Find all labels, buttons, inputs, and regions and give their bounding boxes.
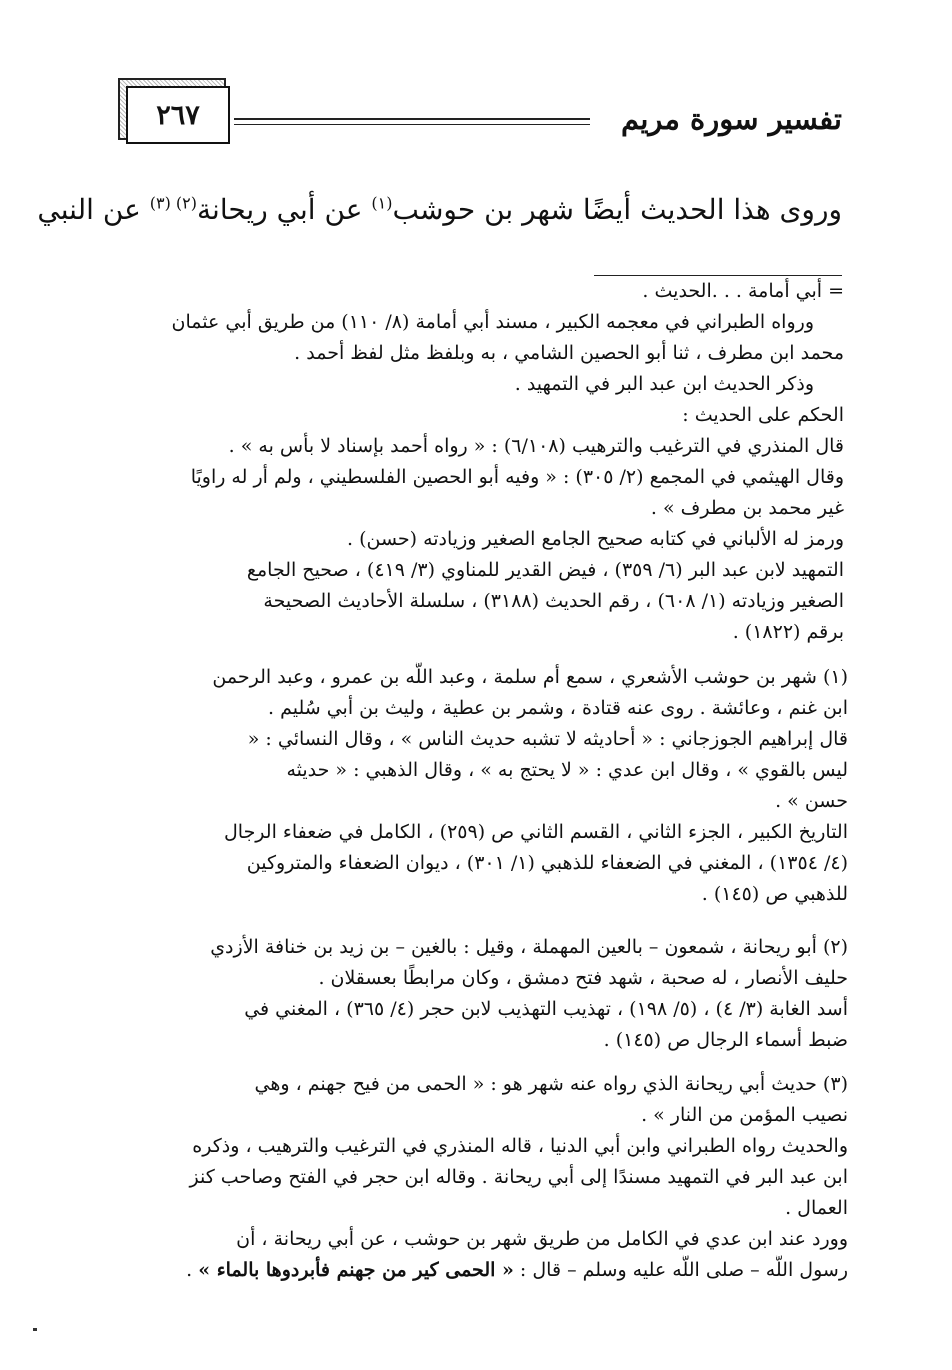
footnote-line: وقال الهيثمي في المجمع (٢/ ٣٠٥) : « وفيه أبو الحصين الفلسطيني ، ولم أر له راويًا bbox=[190, 466, 844, 488]
footnote-line: ورواه الطبراني في معجمه الكبير ، مسند أبي أمامة (٨/ ١١٠) من طريق أبي عثمان bbox=[171, 311, 814, 333]
footnote-continued bbox=[104, 276, 844, 648]
footnote-line: الصغير وزيادته (١/ ٦٠٨) ، رقم الحديث (٣١٨٨) ، سلسلة الأحاديث الصحيحة bbox=[263, 590, 844, 612]
running-title: تفسير سورة مريم bbox=[621, 102, 842, 136]
header-rule-thin bbox=[234, 124, 590, 125]
last-line-end: . bbox=[186, 1259, 199, 1281]
footnote-line: (٤/ ١٣٥٤) ، المغني في الضعفاء للذهبي (١/ ٣٠١) ، ديوان الضعفاء والمتروكين bbox=[246, 852, 848, 874]
main-text-part: عن أبي ريحانة bbox=[197, 193, 372, 226]
footnote-line: للذهبي ص (١٤٥) . bbox=[701, 883, 848, 905]
footnote-line: نصيب المؤمن من النار » . bbox=[641, 1104, 848, 1126]
page-number-box bbox=[118, 78, 230, 144]
footnote-line: حسن » . bbox=[775, 790, 848, 812]
footnote-line: = أبي أمامة . . .الحديث . bbox=[642, 280, 844, 302]
main-text-part: وروى هذا الحديث أيضًا شهر بن حوشب bbox=[392, 193, 842, 226]
footnote-line: ورمز له الألباني في كتابه صحيح الجامع الصغير وزيادته (حسن) . bbox=[346, 528, 844, 550]
footnote-line: قال المنذري في الترغيب والترهيب (٦/١٠٨) : « رواه أحمد بإسناد لا بأس به » . bbox=[228, 435, 844, 457]
last-line-start: رسول اللَّه – صلى اللَّه عليه وسلم – قال : bbox=[513, 1259, 848, 1281]
footnote-line: غير محمد بن مطرف » . bbox=[650, 497, 844, 519]
footnote-line: برقم (١٨٢٢) . bbox=[732, 621, 844, 643]
footnote-line-last bbox=[108, 1255, 848, 1286]
footnote-line: (١) شهر بن حوشب الأشعري ، سمع أم سلمة ، وعبد اللَّه بن عمرو ، وعبد الرحمن bbox=[212, 666, 848, 688]
footnote-line: ابن غنم ، وعائشة . روى عنه قتادة ، وشمر بن عطية ، وليث بن أبي سُليم . bbox=[268, 697, 848, 719]
footnote-line: (٢) أبو ريحانة ، شمعون – بالعين المهملة ، وقيل : بالغين – بن زيد بن خنافة الأزدي bbox=[210, 936, 848, 958]
hadith-quote: « الحمى كير من جهنم فأبردوها بالماء » bbox=[198, 1259, 514, 1281]
footnote-3 bbox=[108, 1069, 848, 1286]
page-mark bbox=[33, 1328, 37, 1331]
main-text bbox=[37, 193, 842, 226]
footnote-ref-2[interactable]: (٢) bbox=[175, 193, 198, 213]
footnote-ref-1[interactable]: (١) bbox=[371, 193, 393, 213]
footnote-line: الحكم على الحديث : bbox=[682, 404, 844, 426]
footnote-line: حليف الأنصار ، له صحبة ، شهد فتح دمشق ، وكان مرابطًا بعسقلان . bbox=[318, 967, 848, 989]
footnote-1 bbox=[108, 662, 848, 910]
footnote-line: التاريخ الكبير ، الجزء الثاني ، القسم الثاني ص (٢٥٩) ، الكامل في ضعفاء الرجال bbox=[223, 821, 848, 843]
footnote-line: أسد الغابة (٣/ ٤) ، (٥/ ١٩٨) ، تهذيب التهذيب لابن حجر (٤/ ٣٦٥) ، المغني في bbox=[244, 998, 848, 1020]
footnote-line: العمال . bbox=[785, 1197, 848, 1219]
page-number: ٢٦٧ bbox=[126, 86, 230, 144]
footnote-line: قال إبراهيم الجوزجاني : « أحاديثه لا تشبه حديث الناس » ، وقال النسائي : « bbox=[247, 728, 848, 750]
footnote-line: (٣) حديث أبي ريحانة الذي رواه عنه شهر هو : « الحمى من فيح جهنم ، وهي bbox=[254, 1073, 848, 1095]
footnote-line: ابن عبد البر في التمهيد مسندًا إلى أبي ريحانة . وقاله ابن حجر في الفتح وصاحب كنز bbox=[189, 1166, 848, 1188]
footnote-line: وذكر الحديث ابن عبد البر في التمهيد . bbox=[514, 373, 814, 395]
footnote-line: والحديث رواه الطبراني وابن أبي الدنيا ، قاله المنذري في الترغيب والترهيب ، وذكره bbox=[192, 1135, 848, 1157]
main-text-part: عن النبي bbox=[37, 193, 150, 226]
header-rule bbox=[234, 118, 590, 120]
footnote-2 bbox=[108, 932, 848, 1056]
footnote-line: ليس بالقوي » ، وقال ابن عدي : « لا يحتج به » ، وقال الذهبي : « حديثه bbox=[286, 759, 848, 781]
footnote-line: ضبط أسماء الرجال ص (١٤٥) . bbox=[603, 1029, 848, 1051]
footnote-ref-3[interactable]: (٣) bbox=[149, 193, 176, 213]
footnote-line: وورد عند ابن عدي في الكامل من طريق شهر بن حوشب ، عن أبي ريحانة ، أن bbox=[236, 1228, 848, 1250]
footnote-line: التمهيد لابن عبد البر (٦/ ٣٥٩) ، فيض القدير للمناوي (٣/ ٤١٩) ، صحيح الجامع bbox=[246, 559, 844, 581]
footnote-line: محمد ابن مطرف ، ثنا أبو الحصين الشامي ، به وبلفظ مثل لفظ أحمد . bbox=[294, 342, 844, 364]
